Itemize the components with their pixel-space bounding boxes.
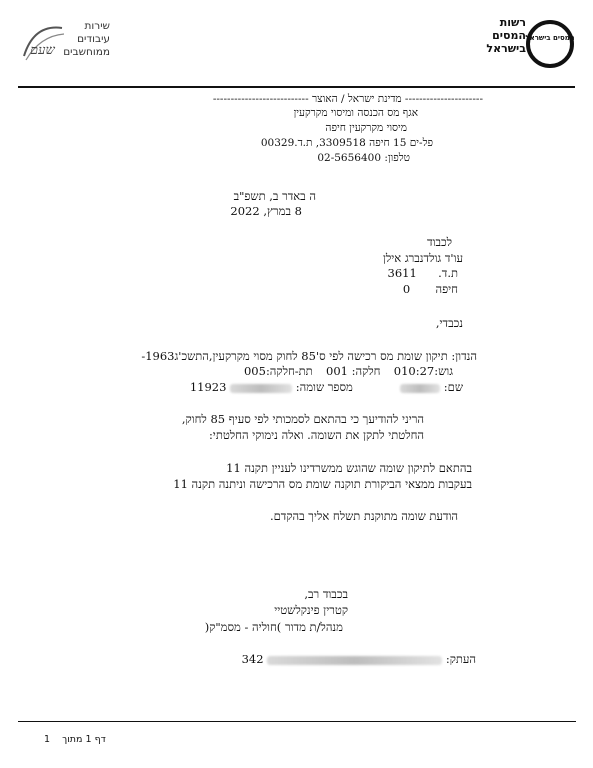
tat-helka-value: 005	[243, 364, 266, 378]
redacted-copy	[267, 656, 442, 665]
body-para1-line2: החלטתי לתקן את השומה. ואלה נימוקי החלטתי:	[208, 428, 424, 442]
service-logo-icon	[20, 20, 66, 66]
helka-label: חלקה:	[351, 364, 381, 378]
subject-line: הנדון: תיקון שומת מס רכישה לפי ס'85 לחוק מסוי מקרקעין,התשכ'ג1963-	[141, 349, 477, 363]
ministry-line: ---------------------- מדינת ישראל / האוצר ---------------------------	[212, 93, 483, 105]
tax-authority-logo	[470, 16, 580, 72]
body-para2-line2: בעקבות ממצאי הביקורת תוקנה שומת מס הרכישה וניתנה תקנה 11	[173, 477, 472, 491]
header-rule	[18, 86, 575, 88]
division-line: אגף מס הכנסה ומיסוי מקרקעין	[293, 107, 418, 119]
page-number: 1	[85, 734, 92, 745]
recipient-po-box	[388, 266, 458, 280]
gush-label: גוש:	[434, 364, 453, 378]
logo-left-line-1: שירות	[84, 20, 110, 32]
copy-line	[242, 652, 476, 666]
assessment-label: מספר שומה:	[295, 380, 353, 394]
po-label: ת.ד.	[438, 266, 458, 280]
logo-right-line-2: המסים	[492, 29, 526, 42]
address-line: פל-ים 15 חיפה 3309518, ת.ד.00329	[260, 137, 433, 149]
tax-authority-logo-text	[470, 16, 526, 55]
body-para3: הודעת שומה מתוקנת תשלח אליך בהקדם.	[269, 509, 458, 523]
redacted-assessment	[230, 384, 292, 393]
assessment-value: 11923	[189, 380, 227, 394]
city-name: חיפה	[435, 282, 458, 296]
recipient-name: עו'ד גולדנברג אילן	[382, 251, 463, 265]
greeting: נכבדי,	[435, 316, 463, 330]
copy-value-tail: 342	[241, 652, 264, 666]
service-logo-mark: שעם	[30, 43, 55, 58]
closing: בכבוד רב,	[304, 587, 348, 601]
recipient-city	[403, 282, 458, 296]
logo-left-line-3: ממוחשבים	[63, 46, 110, 58]
tax-authority-emblem-icon	[524, 18, 576, 70]
hebrew-date: ה באדר ב, תשפ"ב	[233, 189, 316, 203]
service-logo	[10, 14, 110, 74]
page-total: 1	[44, 734, 51, 745]
page-indicator	[44, 734, 106, 745]
logo-right-line-3: בישראל	[486, 42, 526, 55]
tax-authority-badge-text: המסים בישראל	[525, 34, 575, 42]
office-line: מיסוי מקרקעין חיפה	[325, 122, 407, 134]
parcel-details	[244, 364, 453, 378]
body-para2-line1: בהתאם לתיקון שומה שהוגש ממשרדינו לעניין תקנה 11	[226, 461, 472, 475]
logo-right-line-1: רשות	[499, 16, 526, 29]
of-label: מתוך	[62, 734, 83, 745]
redacted-name	[400, 384, 440, 393]
footer-rule	[18, 721, 576, 722]
body-para1-line1: הריני להודיעך כי בהתאם לסמכותי לפי סעיף 85 לחוק,	[181, 412, 424, 426]
service-logo-text	[63, 20, 110, 59]
name-assessment-line	[190, 380, 463, 394]
page-label: דף	[94, 734, 106, 745]
recipient-honorific: לכבוד	[426, 235, 452, 249]
logo-left-line-2: עיבודים	[77, 33, 110, 45]
gush-value: 010:27	[393, 364, 435, 378]
name-label: שם:	[443, 380, 463, 394]
signer-title: מנהל/ת מדור )חוליה - מסמ"ק(	[204, 620, 343, 634]
po-value: 3611	[387, 266, 417, 280]
copy-label: העתק:	[445, 652, 476, 666]
zip-code: 0	[402, 282, 411, 296]
signer-name: קטרין פינקלשטיי	[274, 603, 348, 617]
gregorian-date: 8 במרץ, 2022	[230, 204, 302, 218]
phone-line: טלפון: 02-5656400	[317, 152, 410, 164]
tat-helka-label: תת-חלקה:	[265, 364, 313, 378]
helka-value: 001	[326, 364, 348, 378]
